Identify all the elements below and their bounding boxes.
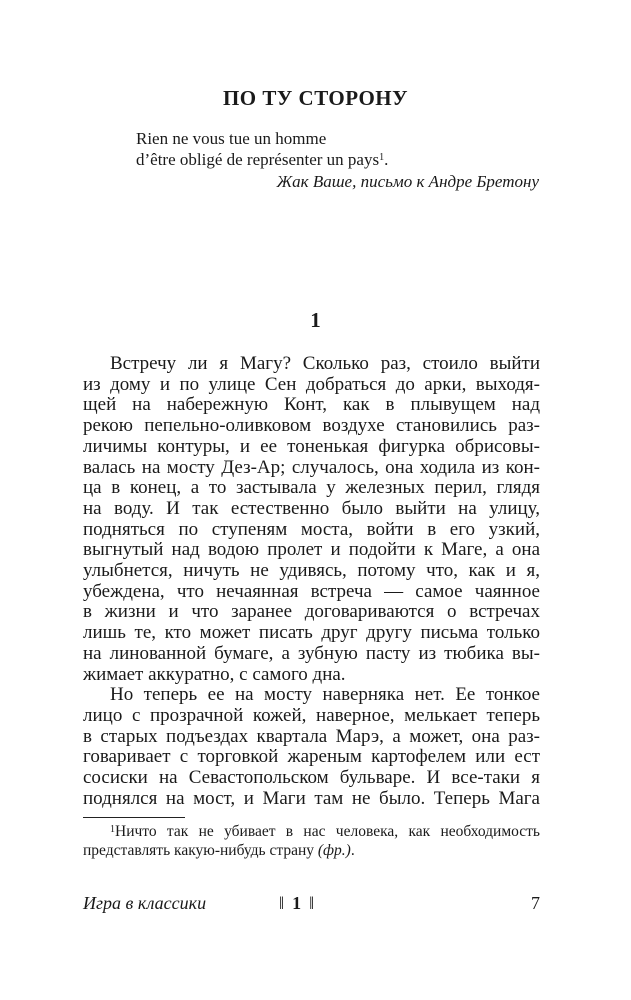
text-line: поднялся на мост, и Маги там не было. Теперь Мага xyxy=(83,787,540,809)
text-line: в жизни и что заранее договариваются о встречах xyxy=(83,601,540,623)
text-line: из дому и по улице Сен добраться до арки, выходя- xyxy=(83,373,540,395)
text-line: подняться по ступеням моста, войти в его узкий, xyxy=(83,518,540,540)
text-line: жимает аккуратно, с самого дна. xyxy=(83,663,346,685)
text-line: лишь те, кто может писать друг другу письма только xyxy=(83,622,540,644)
epigraph-author: Жак Ваше, письмо к Андре Бретону xyxy=(276,172,539,191)
footnote-lang: (фр.) xyxy=(317,842,351,859)
footnote xyxy=(83,822,540,860)
text-line: улыбнется, ничуть не удивясь, потому что, как и я, xyxy=(83,560,540,582)
footnote-line xyxy=(83,841,540,860)
text-line: Но теперь ее на мосту наверняка нет. Ее тонкое xyxy=(110,684,540,706)
text-line: сосиски на Севастопольском бульваре. И все-таки я xyxy=(83,767,540,789)
text-line: валась на мосту Дез-Ар; случалось, она ходила из кон- xyxy=(83,456,540,478)
text-line: в старых подъездах квартала Марэ, а может, она раз- xyxy=(83,725,540,747)
footnote-end: . xyxy=(350,842,355,859)
footnote-divider xyxy=(83,817,185,818)
footnote-text: представлять какую-нибудь страну xyxy=(83,842,315,859)
bar-left: ‖ xyxy=(279,893,285,913)
text-line: говаривает с торговкой жареным картофелем или ест xyxy=(83,746,540,768)
epigraph-line-1: Rien ne vous tue un homme xyxy=(136,129,327,148)
text-line: выгнутый над водою пролет и подойти к Маге, а она xyxy=(83,539,540,561)
text-line: щей на набережную Конт, как в плывущем над xyxy=(83,394,540,416)
chapter-marker xyxy=(279,893,314,914)
text-line: лицо с прозрачной кожей, наверное, мелькает теперь xyxy=(83,704,540,726)
text-line: на линованной бумаге, а зубную пасту из тюбика вы- xyxy=(83,642,540,664)
text-line: рекою пепельно-оливковом воздухе становились раз- xyxy=(83,415,540,437)
text-line: Встречу ли я Магу? Сколько раз, стоило выйти xyxy=(110,353,540,374)
epigraph-period: . xyxy=(384,150,389,169)
body-text xyxy=(83,354,540,809)
text-line: на воду. И так естественно было выйти на улицу, xyxy=(83,497,540,519)
section-title: ПО ТУ СТОРОНУ xyxy=(222,86,409,110)
text-line: личимы контуры, и ее тоненькая фигурка обрисовы- xyxy=(83,435,540,457)
footnote-line xyxy=(83,822,540,841)
epigraph-line-2 xyxy=(136,149,388,170)
footnote-text: Ничто так не убивает в нас человека, как необходимость xyxy=(115,823,540,840)
footnote-ref[interactable]: 1 xyxy=(379,152,385,163)
page-number: 7 xyxy=(531,893,540,913)
footnote-mark: 1 xyxy=(110,824,115,835)
chapter-number: 1 xyxy=(310,308,321,332)
bar-right: ‖ xyxy=(309,893,315,913)
chapter-marker-number: 1 xyxy=(292,893,302,913)
text-line: ца в конец, а то застывала у железных перил, глядя xyxy=(83,477,540,499)
text-line: убеждена, что нечаянная встреча — самое чаянное xyxy=(83,580,540,602)
epigraph-text: d’être obligé de représenter un pays xyxy=(136,150,380,169)
running-title: Игра в классики xyxy=(83,893,207,913)
